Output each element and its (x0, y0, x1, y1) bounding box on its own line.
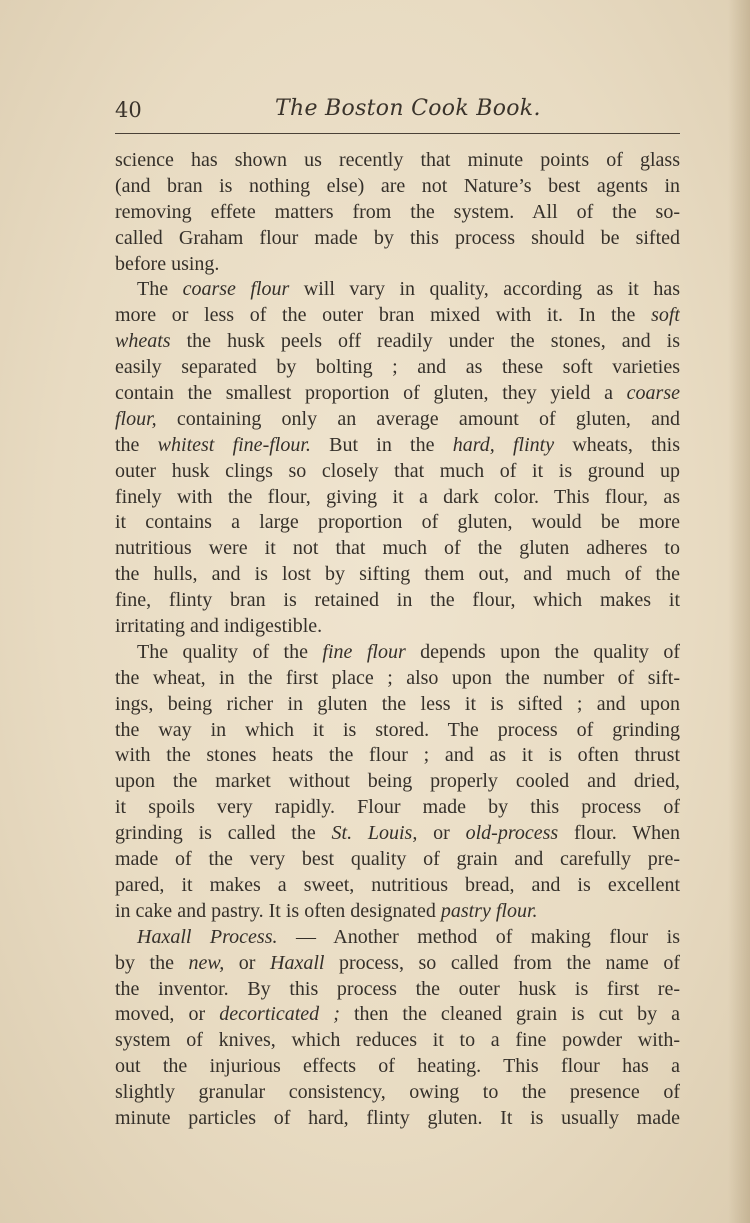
text-segment: But in the (310, 433, 453, 456)
text-segment: The (137, 278, 183, 301)
italic-text: coarse flour (182, 278, 290, 301)
body-text (115, 148, 680, 1132)
text-line (115, 692, 680, 718)
text-segment: it contains a large proportion of gluten, would be more (115, 511, 680, 534)
italic-text: Haxall (270, 951, 325, 974)
text-segment: process, so called from the name of (324, 951, 680, 974)
text-line (115, 925, 680, 951)
text-segment: the way in which it is stored. The process of grinding (115, 718, 680, 741)
text-segment: The quality of the (137, 640, 323, 663)
text-line (115, 743, 680, 769)
text-segment: wheats, this (554, 433, 680, 456)
italic-text: old-process (465, 822, 559, 845)
text-segment: or (224, 951, 270, 974)
text-line (115, 536, 680, 562)
text-line (115, 459, 680, 485)
text-segment: finely with the flour, giving it a dark color. This flour, as (115, 485, 680, 508)
text-segment: out the injurious effects of heating. This flour has a (115, 1055, 680, 1078)
text-segment: the wheat, in the first place ; also upon the number of sift- (115, 666, 680, 689)
italic-text: wheats (115, 330, 171, 353)
text-segment: irritating and indigestible. (115, 615, 323, 638)
text-line (115, 1028, 680, 1054)
text-line (115, 899, 680, 925)
text-line (115, 433, 680, 459)
italic-text: pastry flour. (440, 899, 538, 922)
text-line (115, 407, 680, 433)
text-line (115, 718, 680, 744)
text-line (115, 1080, 680, 1106)
italic-text: whitest fine-flour. (157, 433, 311, 456)
text-line (115, 510, 680, 536)
text-segment: before using. (115, 252, 220, 275)
text-line (115, 795, 680, 821)
text-segment: — Another method of making flour is (277, 925, 680, 948)
text-line (115, 614, 680, 640)
text-segment: nutritious were it not that much of the gluten adheres to (115, 537, 680, 560)
text-segment: removing effete matters from the system. All of the so- (115, 200, 680, 223)
text-segment: upon the market without being properly cooled and dried, (115, 770, 680, 793)
text-line (115, 666, 680, 692)
text-segment: by the (115, 951, 189, 974)
italic-text: flour, (115, 407, 157, 430)
text-line (115, 355, 680, 381)
text-segment: (and bran is nothing else) are not Nature’s best agents in (115, 174, 680, 197)
text-line (115, 1054, 680, 1080)
text-segment: the husk peels off readily under the stones, and is (170, 330, 680, 353)
text-segment: made of the very best quality of grain and carefully pre- (115, 848, 680, 871)
text-segment: with the stones heats the flour ; and as it is often thrust (115, 744, 680, 767)
text-segment: outer husk clings so closely that much of it is ground up (115, 459, 680, 482)
page-header (115, 96, 680, 130)
text-line (115, 640, 680, 666)
text-line (115, 873, 680, 899)
text-line (115, 226, 680, 252)
text-line (115, 977, 680, 1003)
text-line (115, 252, 680, 278)
text-segment: called Graham flour made by this process should be sifted (115, 226, 680, 249)
text-line (115, 174, 680, 200)
text-segment: more or less of the outer bran mixed with it. In the (115, 304, 652, 327)
text-segment: grinding is called the (115, 822, 332, 845)
text-line (115, 200, 680, 226)
text-segment: or (417, 822, 466, 845)
text-segment: slightly granular consistency, owing to the presence of (115, 1081, 680, 1104)
italic-text: St. Louis, (331, 822, 418, 845)
italic-text: decorticated ; (219, 1003, 340, 1026)
italic-text: coarse (626, 382, 680, 405)
text-line (115, 303, 680, 329)
text-segment: moved, or (115, 1003, 220, 1026)
text-segment: contain the smallest proportion of gluten, they yield a (115, 382, 627, 405)
text-line (115, 588, 680, 614)
running-title: The Boston Cook Book. (275, 96, 541, 121)
text-line (115, 148, 680, 174)
text-line (115, 847, 680, 873)
text-segment: in cake and pastry. It is often designated (115, 899, 441, 922)
italic-text: fine flour (322, 640, 406, 663)
text-segment: the hulls, and is lost by sifting them out, and much of the (115, 563, 680, 586)
italic-text: Haxall Process. (137, 925, 278, 948)
text-line (115, 821, 680, 847)
header-rule (115, 133, 680, 134)
text-segment: science has shown us recently that minute points of glass (115, 149, 680, 171)
page-edge-shadow (728, 0, 750, 1223)
italic-text: hard, flinty (452, 433, 555, 456)
text-segment: system of knives, which reduces it to a fine powder with- (115, 1029, 680, 1052)
page-number: 40 (115, 98, 142, 122)
text-line (115, 381, 680, 407)
text-line (115, 562, 680, 588)
text-segment: the (115, 433, 158, 456)
text-segment: easily separated by bolting ; and as these soft varieties (115, 356, 680, 379)
text-segment: will vary in quality, according as it has (289, 278, 680, 301)
text-segment: then the cleaned grain is cut by a (339, 1003, 680, 1026)
text-line (115, 277, 680, 303)
text-segment: ings, being richer in gluten the less it is sifted ; and upon (115, 692, 680, 715)
text-segment: depends upon the quality of (405, 640, 680, 663)
text-segment: fine, flinty bran is retained in the flour, which makes it (115, 589, 680, 612)
text-segment: pared, it makes a sweet, nutritious bread, and is excellent (115, 873, 680, 896)
text-segment: it spoils very rapidly. Flour made by this process of (115, 796, 680, 819)
text-line (115, 769, 680, 795)
text-line (115, 329, 680, 355)
italic-text: soft (651, 304, 680, 327)
text-line (115, 951, 680, 977)
text-line (115, 1106, 680, 1132)
text-segment: the inventor. By this process the outer husk is first re- (115, 977, 680, 1000)
text-segment: containing only an average amount of gluten, and (156, 407, 680, 430)
text-line (115, 1002, 680, 1028)
text-segment: flour. When (558, 822, 680, 845)
italic-text: new, (188, 951, 225, 974)
text-segment: minute particles of hard, flinty gluten. It is usually made (115, 1106, 680, 1129)
text-line (115, 485, 680, 511)
